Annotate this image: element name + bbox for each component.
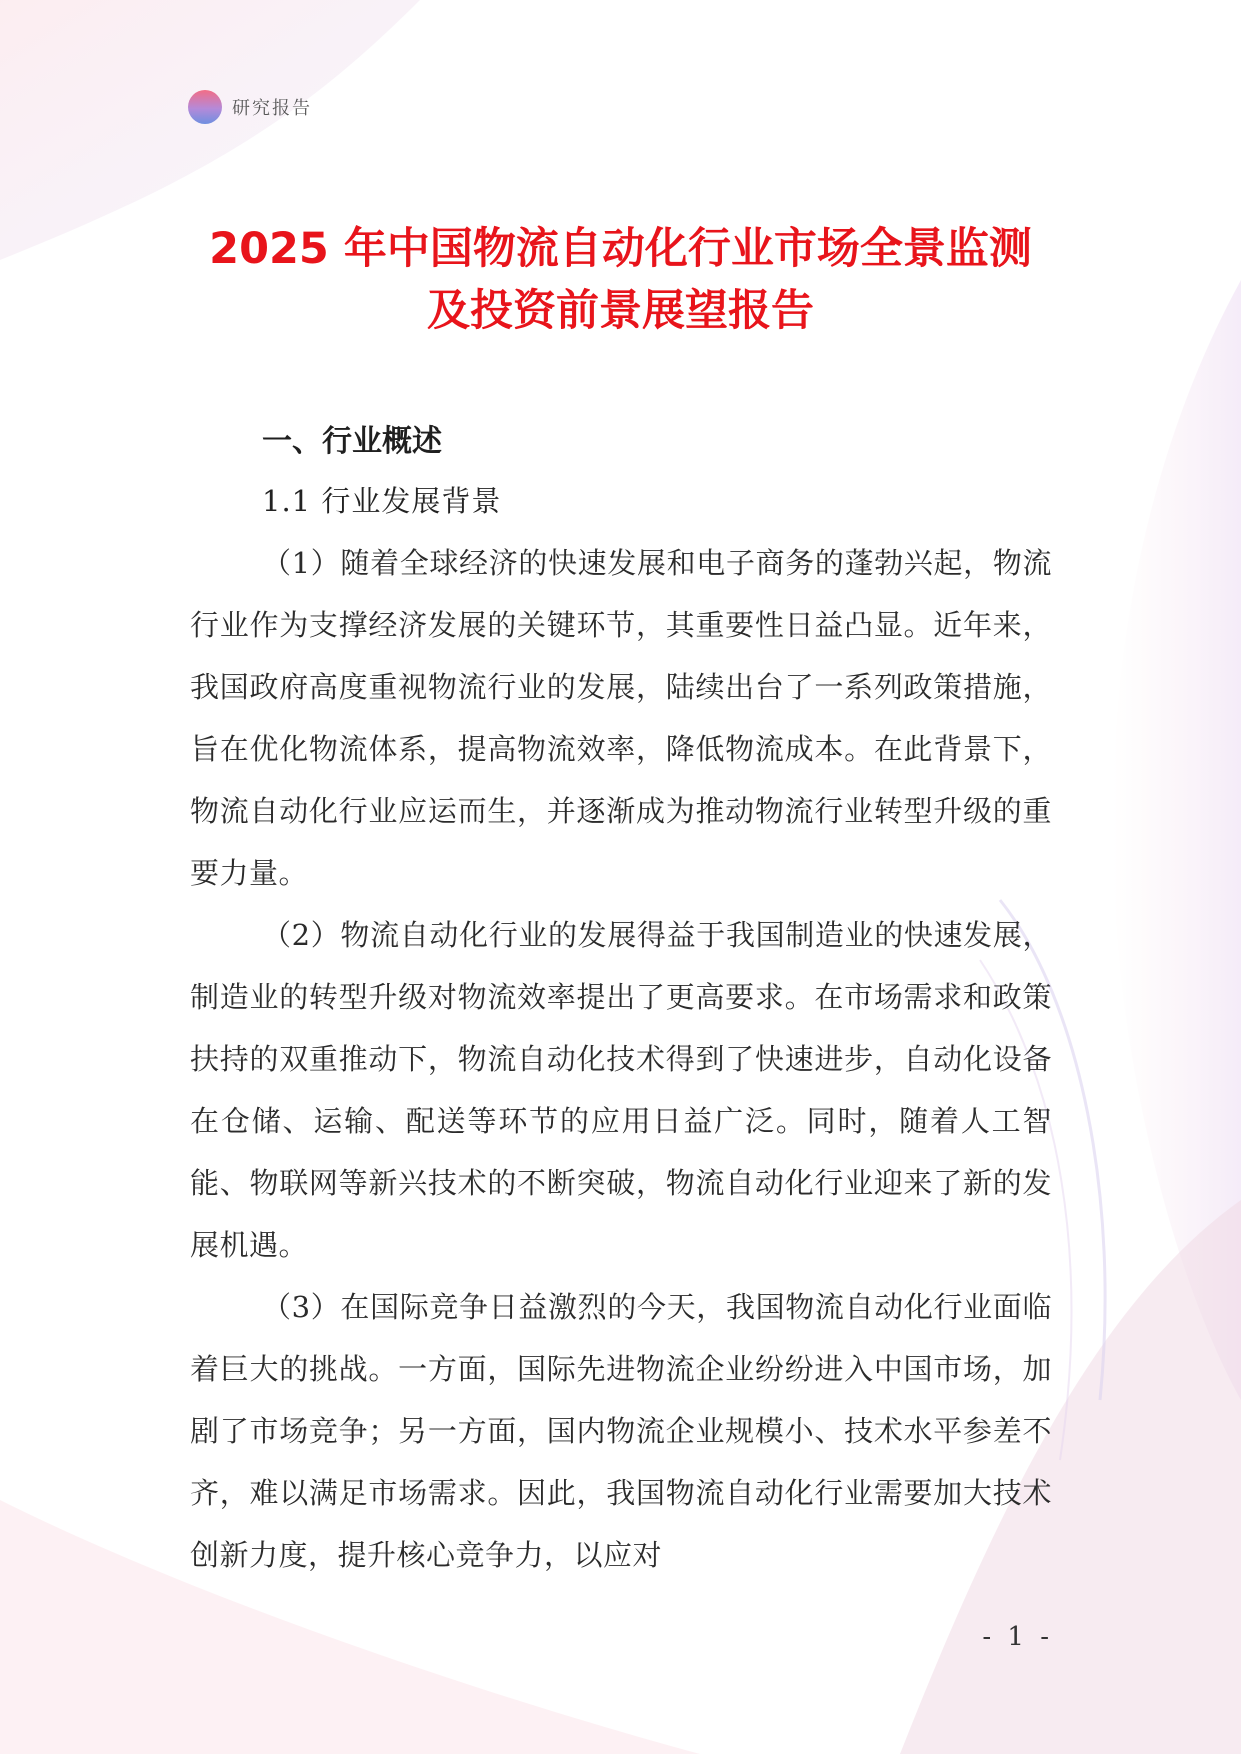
subsection-heading: 1.1 行业发展背景 — [262, 484, 502, 518]
document-body — [190, 410, 1052, 1586]
paragraph-2: （2）物流自动化行业的发展得益于我国制造业的快速发展，制造业的转型升级对物流效率提出了更高要求。在市场需求和政策扶持的双重推动下，物流自动化技术得到了快速进步，自动化设备在仓储、运输、配送等环节的应用日益广泛。同时，随着人工智能、物联网等新兴技术的不断突破，物流自动化行业迎来了新的发展机遇。 — [190, 918, 1052, 1262]
title-line-1: 2025 年中国物流自动化行业市场全景监测 — [209, 224, 1032, 274]
document-title — [0, 218, 1241, 342]
title-line-2: 及投资前景展望报告 — [427, 286, 814, 336]
report-logo-icon — [188, 90, 222, 124]
paragraph-3: （3）在国际竞争日益激烈的今天，我国物流自动化行业面临着巨大的挑战。一方面，国际先进物流企业纷纷进入中国市场，加剧了市场竞争；另一方面，国内物流企业规模小、技术水平参差不齐，难以满足市场需求。因此，我国物流自动化行业需要加大技术创新力度，提升核心竞争力，以应对 — [190, 1290, 1052, 1572]
header-label: 研究报告 — [232, 98, 312, 119]
page-header — [188, 90, 312, 124]
section-heading: 一、行业概述 — [262, 424, 442, 459]
page-number: - 1 - — [982, 1622, 1053, 1652]
paragraph-1: （1）随着全球经济的快速发展和电子商务的蓬勃兴起，物流行业作为支撑经济发展的关键环节，其重要性日益凸显。近年来，我国政府高度重视物流行业的发展，陆续出台了一系列政策措施，旨在优化物流体系，提高物流效率，降低物流成本。在此背景下，物流自动化行业应运而生，并逐渐成为推动物流行业转型升级的重要力量。 — [190, 546, 1052, 890]
